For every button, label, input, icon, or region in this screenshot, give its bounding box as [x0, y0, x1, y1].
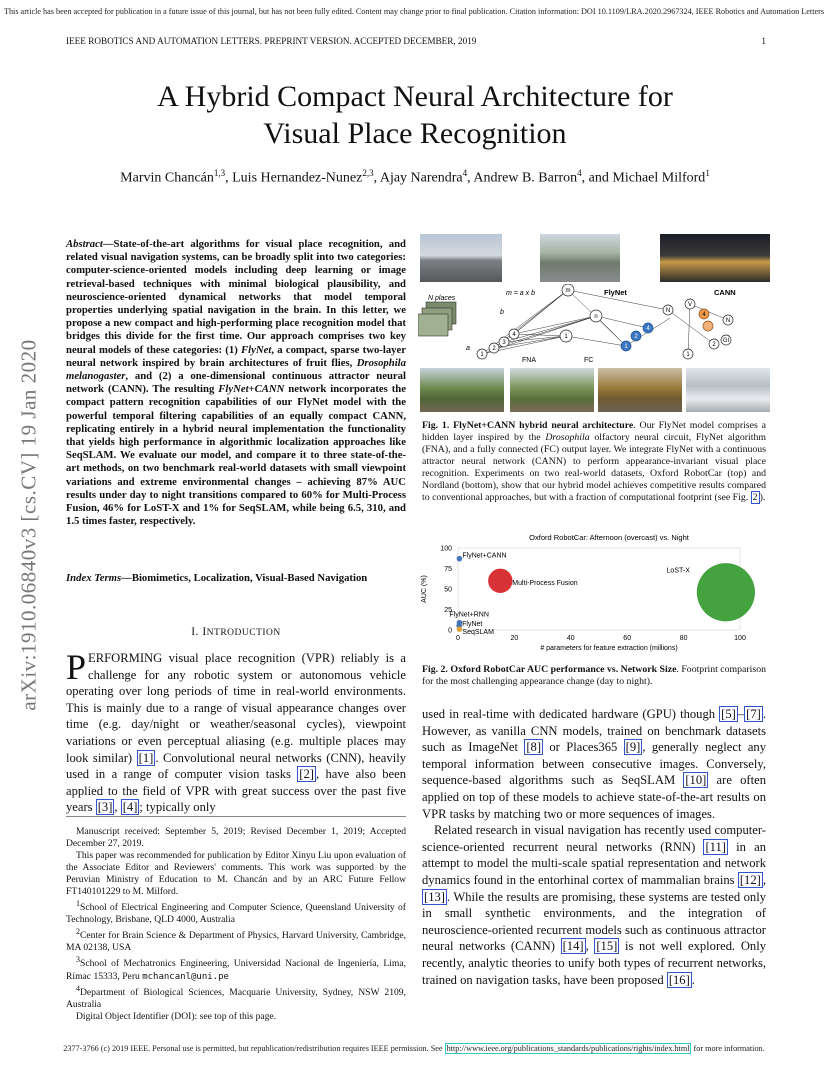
citation-link[interactable]: [3] [97, 800, 113, 815]
input-image-stack [418, 302, 456, 336]
footnotes [66, 826, 406, 1023]
label-n-places: N places [428, 295, 456, 302]
data-point [457, 626, 463, 632]
text-run: used in real-time with dedicated hardware (GPU) though [422, 707, 720, 721]
point-label: FlyNet [462, 620, 483, 628]
text-run: . However, as vanilla CNN models, trained on benchmark datasets such as ImageNet [422, 707, 766, 755]
svg-text:2: 2 [492, 346, 496, 352]
point-label: FlyNet+RNN [449, 611, 489, 619]
x-tick-label: 0 [456, 635, 460, 642]
abstract-text-3: , and (2) a one-dimensional continuous attractor neural network (CANN). The resulting [66, 370, 406, 396]
arxiv-id: arXiv:1910.06840v3 [cs.CV] 19 Jan 2020 [16, 339, 41, 711]
x-tick-label: 60 [623, 635, 632, 642]
running-header [66, 36, 766, 46]
author-name: Andrew B. Barron [473, 170, 578, 186]
citation-link[interactable]: [11] [705, 839, 726, 854]
point-label: LoST-X [666, 567, 690, 575]
abstract-text-1: —State-of-the-art algorithms for visual place recognition, and related visual navigation systems, can be broadly split into two categories: computer-science-oriented models including deep learning or image retrieval-based techniques with minimal biological plausibility, and neuroscience-oriented dynamical networks that model temporal properties underlying spatial navigation in the brain. In this letter, we propose a new compact and high-performing place recognition model that bridges this divide for the first time. Our approach comprises two key neural models of these categories: (1) [66, 238, 406, 356]
author-name: Marvin Chancán [120, 170, 214, 186]
author-affiliation: 4 [462, 168, 468, 178]
title-line-2: Visual Place Recognition [263, 117, 567, 150]
intro-caps: ERFORMING [88, 651, 163, 665]
svg-text:2: 2 [634, 334, 638, 340]
photo-robotcar-1 [420, 234, 502, 282]
page-number: 1 [761, 36, 766, 46]
intro-t3: , have also been applied to the field of VPR with great success over the past five years [66, 767, 406, 815]
svg-text:N: N [725, 318, 731, 324]
index-terms [66, 572, 406, 585]
right-column-text [422, 706, 766, 988]
text-run: , [585, 939, 595, 954]
text-run: or Places365 [543, 740, 624, 755]
label-cann: CANN [714, 288, 736, 297]
author-affiliation: 4 [577, 168, 582, 178]
introduction-text [66, 647, 406, 816]
section-number: I. [191, 626, 199, 638]
text-run: – [737, 707, 745, 721]
footnote-editor: This paper was recommended for publication by Editor Xinyu Liu upon evaluation of the Associate Editor and Reviewers' comments. This work was supported by the Peruvian Ministry of Education to M. Chancán and by an ARC Future Fellow FT140101229 to M. Milford. [66, 850, 406, 897]
photo-nordland-1 [420, 368, 504, 412]
x-tick-label: 40 [566, 635, 575, 642]
auc-scatter-chart [418, 530, 772, 658]
drop-cap: P [66, 647, 87, 687]
text-run: . [691, 972, 695, 987]
author-name: Luis Hernandez-Nunez [232, 170, 363, 186]
y-tick-label: 25 [444, 607, 452, 614]
data-point [697, 563, 755, 621]
svg-text:2: 2 [712, 342, 716, 348]
svg-text:3: 3 [502, 340, 506, 346]
svg-text:n: n [594, 314, 598, 320]
y-axis-label: AUC (%) [421, 575, 428, 603]
citation-link[interactable]: [4] [122, 800, 138, 815]
x-tick-label: 80 [679, 635, 688, 642]
index-terms-text: —Biomimetics, Localization, Visual-Based Navigation [121, 572, 368, 584]
footnote-affiliation-2: $^2$Center for Brain Science & Department of Physics, Harvard University, Cambridge, MA 02138, USA [66, 927, 406, 954]
paper-title [60, 78, 770, 152]
text-run: , generally neglect any temporal information between consecutive images. Conversely, sequence-based algorithms such as SeqSLAM [422, 740, 766, 788]
text-run: in an attempt to model the multi-scale spatial representation and network dynamics found in the entorhinal cortex of mammalian brains [422, 839, 767, 887]
y-tick-label: 75 [444, 566, 452, 573]
paragraph-2 [422, 822, 766, 988]
abstract-text-2: , a compact, sparse two-layer neural network inspired by brain architectures of fruit flies, [66, 343, 406, 369]
rights-link[interactable]: http://www.ieee.org/publications_standards/publications/rights/index.html [446, 1044, 690, 1053]
author-name: Michael Milford [612, 170, 706, 186]
figure-2-caption: Fig. 2. Oxford RobotCar AUC performance vs. Network Size. Footprint comparison for the most challenging appearance change (day to night). [422, 664, 766, 687]
author-email[interactable]: mchancanl@uni.pe [142, 971, 229, 982]
intro-t2: . Convolutional neural networks (CNN), heavily used in a range of computer vision tasks [66, 750, 406, 782]
architecture-diagram [418, 284, 772, 366]
fig1-caption-label: Fig. 1. [422, 420, 450, 431]
data-point [457, 556, 463, 562]
svg-text:m: m [565, 288, 571, 294]
photo-nordland-2 [510, 368, 594, 412]
paragraph-1 [422, 706, 766, 822]
svg-text:GI: GI [722, 338, 730, 344]
author-affiliation: 2,3 [362, 168, 374, 178]
author-affiliation: 1,3 [213, 168, 226, 178]
author-affiliation: 1 [705, 168, 710, 178]
section-title-rest: NTRODUCTION [206, 628, 281, 638]
data-point [488, 569, 512, 593]
figure-1 [418, 234, 772, 412]
citation-link[interactable]: [16] [668, 972, 690, 987]
abstract-text-4: network incorporates the compact pattern recognition capabilities of our FlyNet model with the powerful temporal filtering capabilities of an equally compact CANN, replicating entirely in a hybrid neural implementation the functionality that yields high performance in algorithmic localization approaches like SeqSLAM. We evaluate our model, and compare it to three state-of-the-art methods, on two benchmark real-world datasets with small viewpoint variations and extreme environmental changes – achieving 87% AUC results under day to night transitions compared to 60% for Multi-Process Fusion, 46% for LoST-X and 1% for SeqSLAM, while being 6.5, 310, and 1.5 times faster, respectively. [66, 383, 406, 528]
chart-title: Oxford RobotCar: Afternoon (overcast) vs. Night [529, 533, 689, 542]
index-terms-label: Index Terms [66, 572, 122, 584]
footnote-affiliation-4: $^4$Department of Biological Sciences, Macquarie University, Sydney, NSW 2109, Australia [66, 983, 406, 1010]
cann-neurons [683, 299, 733, 359]
intro-t4: , [114, 800, 121, 815]
text-run: is not well explored. Only recently, analytic theories to unify both types of recurrent networks, trained on navigation tasks, have been proposed [422, 939, 767, 987]
citation-link[interactable]: [5] [721, 707, 736, 721]
text-run: . While the results are promising, these systems are tested only in small synthetic environments, and the integration of neuroscience-oriented recurrent models such as continuous attractor neural networks (CANN) [422, 889, 766, 954]
citation-link[interactable]: [7] [746, 707, 761, 721]
citation-link[interactable]: [1] [138, 750, 154, 765]
label-a: a [466, 345, 470, 352]
title-line-1: A Hybrid Compact Neural Architecture for [157, 80, 673, 113]
publication-note: This article has been accepted for publication in a future issue of this journal, but has not been fully edited. Content may change prior to final publication. Citation information: DOI 10.1109/LRA.2020.2967324, IEEE Robotics and Automation Letters [3, 7, 825, 16]
svg-text:1: 1 [564, 334, 568, 340]
photo-nordland-4 [686, 368, 770, 412]
fc-label-N: N [665, 308, 671, 314]
photo-robotcar-3 [660, 234, 770, 282]
svg-text:1: 1 [480, 352, 484, 358]
svg-text:4: 4 [646, 326, 650, 332]
citation-link[interactable]: [9] [625, 740, 641, 755]
citation-link[interactable]: [13] [424, 889, 445, 904]
citation-link[interactable]: [10] [685, 773, 707, 788]
x-tick-label: 20 [510, 635, 519, 642]
footnote-affiliation-3: $^3$School of Mechatronics Engineering, Universidad Nacional de Ingeniería, Lima, Rímac 15333, Peru mchancanl@uni.pe [66, 955, 406, 982]
citation-link[interactable]: [8] [526, 740, 542, 755]
point-label: Multi-Process Fusion [512, 579, 578, 587]
svg-text:1: 1 [686, 352, 690, 358]
abstract-drosophila: Drosophila melanogaster [66, 356, 406, 383]
footnote-divider [66, 816, 406, 817]
citation-link[interactable]: [12] [739, 872, 761, 887]
abstract [66, 238, 406, 528]
figure-ref-link[interactable]: 2 [752, 492, 758, 503]
fig1-caption-title: FlyNet+CANN hybrid neural architecture [453, 420, 634, 431]
text-run: are often applied on top of these models to achieve state-of-the-art results on VPR tasks by matching two or more sequences of images. [422, 773, 766, 821]
intro-t5: ; typically only [139, 800, 216, 815]
citation-link[interactable]: [14] [562, 939, 584, 954]
label-flynet: FlyNet [604, 288, 627, 297]
point-label: SeqSLAM [462, 629, 494, 637]
header-text: IEEE ROBOTICS AND AUTOMATION LETTERS. PREPRINT VERSION. ACCEPTED DECEMBER, 2019 [66, 36, 477, 46]
author-name: Ajay Narendra [379, 170, 463, 186]
label-fc: FC [584, 357, 594, 364]
footnote-doi: Digital Object Identifier (DOI): see top of this page. [76, 1010, 277, 1022]
y-tick-label: 50 [444, 586, 452, 594]
photo-robotcar-2 [540, 234, 620, 282]
section-title-first: I [202, 626, 207, 638]
svg-text:V: V [687, 302, 693, 308]
abstract-flynet: FlyNet [241, 343, 272, 356]
svg-text:4: 4 [702, 312, 706, 318]
copyright-line: 2377-3766 (c) 2019 IEEE. Personal use is permitted, but republication/redistribution requires IEEE permission. See http://www.ieee.org/publications_standards/publications/rights/index.html for more information. [63, 1044, 765, 1053]
footnote-received: Manuscript received: September 5, 2019; Revised December 1, 2019; Accepted December 27, 2019. [66, 826, 406, 849]
point-label: FlyNet+CANN [462, 552, 507, 560]
svg-text:1: 1 [624, 344, 628, 350]
flynet-neurons [477, 284, 602, 359]
label-b: b [500, 309, 504, 316]
x-tick-label: 100 [734, 635, 746, 642]
citation-link[interactable]: [2] [299, 767, 314, 782]
label-fna: FNA [522, 357, 536, 364]
citation-link[interactable]: [15] [596, 939, 618, 954]
label-formula: m = a x b [506, 290, 535, 297]
text-run: , [762, 872, 766, 887]
photo-nordland-3 [598, 368, 682, 412]
x-axis-label: # parameters for feature extraction (millions) [540, 645, 678, 652]
y-tick-label: 0 [448, 627, 452, 635]
intro-t1: visual place recognition (VPR) reliably is a challenge for any robotic system or autonomous vehicle operating over long periods of time in real-world environments. This is mainly due to a range of visual appearance changes over time (e.g. day/night or weather/seasonal cycles), viewpoint variations or even perceptual aliasing (e.g. multiple places may look similar) [66, 651, 406, 765]
abstract-flynet-cann: FlyNet+CANN [218, 383, 285, 396]
arxiv-stamp [4, 290, 54, 760]
abstract-label: Abstract [66, 238, 103, 250]
text-run: Related research in visual navigation has recently used computer-science-oriented recurrent neural networks (RNN) [422, 823, 766, 854]
figure-1-caption: Fig. 1. FlyNet+CANN hybrid neural architecture. Our FlyNet model comprises a hidden layer inspired by the Drosophila olfactory neural circuit, FlyNet algorithm (FNA), and a fully connected (FC) output layer. We integrate FlyNet with a continuous attractor neural network (CANN) to perform appearance-invariant visual place recognition. Experiments on two real-world datasets, Oxford RobotCar (top) and Nordland (bottom), show that our hybrid model achieves competitive results compared to conventional approaches, but with a fraction of computational footprint (see Fig. 2 ). [422, 420, 766, 503]
y-tick-label: 100 [440, 545, 452, 553]
fig2-caption-title: Oxford RobotCar AUC performance vs. Network Size [450, 664, 677, 675]
section-heading [66, 626, 406, 638]
author-list: Marvin Chancán$^{1,3}$, Luis Hernandez-Nunez$^{2,3}$, Ajay Narendra$^4$, Andrew B. Barron$^4$, and Michael Milford$^1$ [120, 168, 710, 186]
figure-2 [418, 530, 772, 658]
footnote-affiliation-1: $^1$School of Electrical Engineering and Computer Science, Queensland University of Technology, Brisbane, QLD 4000, Australia [66, 899, 406, 926]
svg-text:4: 4 [512, 332, 516, 338]
